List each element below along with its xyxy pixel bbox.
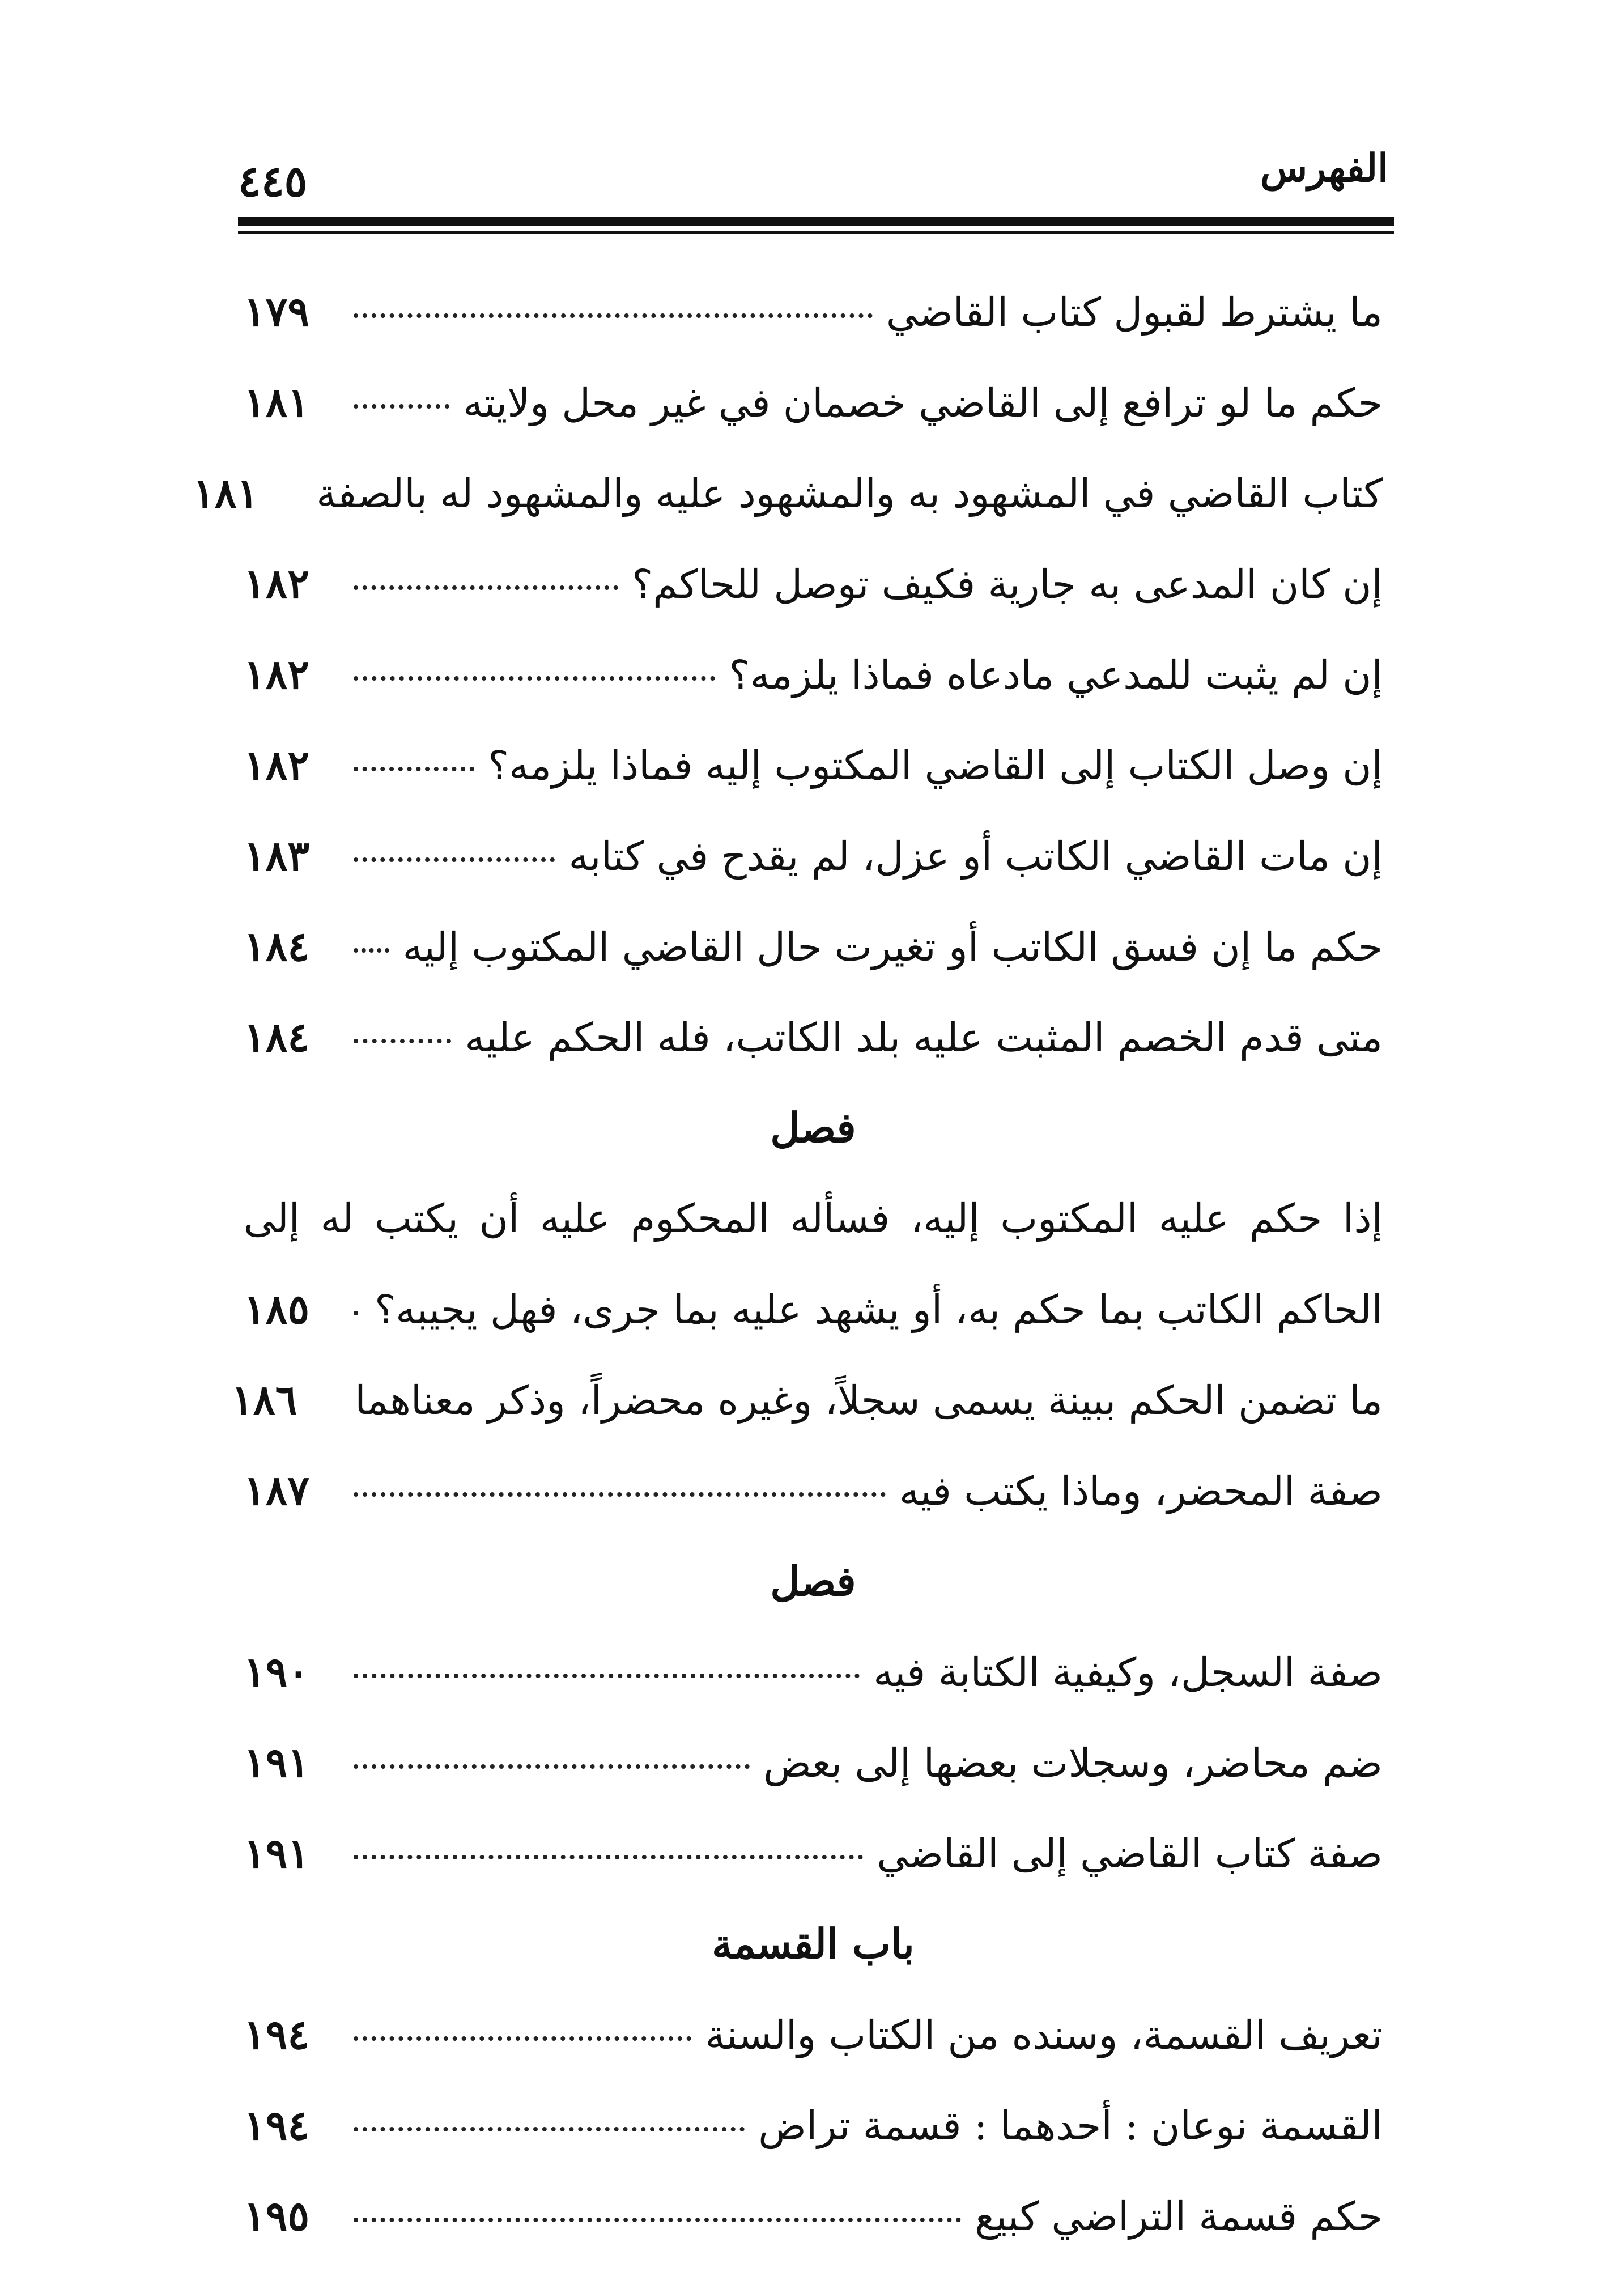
toc-entry-text: ضم محاضر، وسجلات بعضها إلى بعض: [763, 1740, 1383, 1786]
leader-dots: [354, 585, 618, 590]
toc-entry-text: إن مات القاضي الكاتب أو عزل، لم يقدح في كتابه: [568, 833, 1383, 880]
page-header: [238, 133, 1388, 215]
toc-entry-text: كتاب القاضي في المشهود به والمشهود عليه والمشهود له بالصفة: [316, 470, 1383, 517]
toc-entry: [244, 1264, 1383, 1354]
toc-entry-page: ١٧٩: [244, 287, 310, 336]
toc-entry-text: حكم ما لو ترافع إلى القاضي خصمان في غير محل ولايته: [463, 380, 1383, 426]
header-rule-thick: [238, 217, 1394, 226]
toc-entry-page: ١٨٦: [231, 1375, 297, 1424]
toc-entry-page: ١٨٢: [244, 741, 310, 789]
toc-entry-text: الحاكم الكاتب بما حكم به، أو يشهد عليه بما جرى، فهل يجيبه؟: [374, 1286, 1383, 1333]
toc-entry-page: ١٨٢: [244, 650, 310, 698]
toc-entry: [231, 1354, 1383, 1445]
toc-entry: [244, 538, 1383, 629]
section-heading: فصل: [770, 1103, 856, 1152]
toc-entry: [244, 1808, 1383, 1899]
toc-entry-text: صفة السجل، وكيفية الكتابة فيه: [873, 1649, 1383, 1696]
table-of-contents: [193, 266, 1383, 2261]
leader-dots: [354, 948, 389, 953]
toc-entry: [244, 1445, 1383, 1536]
toc-entry-page: ١٩٤: [244, 2101, 310, 2149]
running-header-title: الفهرس: [1260, 146, 1388, 191]
toc-entry-page: ١٨١: [193, 469, 259, 517]
toc-entry-page: ١٨٢: [244, 559, 310, 608]
toc-entry-page: ١٨٤: [244, 1013, 310, 1061]
leader-dots: [354, 2218, 961, 2222]
toc-entry-text: إن لم يثبت للمدعي مادعاه فماذا يلزمه؟: [729, 652, 1383, 698]
toc-entry-wrapped-line: إذا حكم عليه المكتوب إليه، فسأله المحكوم عليه أن يكتب له إلى: [244, 1195, 1383, 1242]
toc-entry: [244, 810, 1383, 901]
toc-entry: [244, 1627, 1383, 1717]
toc-entry-text: صفة المحضر، وماذا يكتب فيه: [899, 1468, 1383, 1514]
leader-dots: [354, 404, 449, 409]
leader-dots: [354, 1764, 750, 1769]
chapter-heading: باب القسمة: [712, 1920, 915, 1968]
toc-entry-page: ١٨٤: [244, 922, 310, 970]
toc-entry-text: ما تضمن الحكم ببينة يسمى سجلاً، وغيره محضراً، وذكر معناهما: [355, 1377, 1383, 1424]
toc-entry-page: ١٩٤: [244, 2010, 310, 2058]
leader-dots: [354, 1311, 361, 1315]
toc-entry-text: القسمة نوعان : أحدهما : قسمة تراض: [758, 2103, 1383, 2149]
toc-entry-page: ١٩١: [244, 1738, 310, 1786]
toc-entry-text: متى قدم الخصم المثبت عليه بلد الكاتب، فله الحكم عليه: [465, 1014, 1383, 1061]
page-number: ٤٤٥: [238, 156, 308, 206]
toc-entry-page: ١٩٠: [244, 1647, 310, 1696]
toc-entry-text: حكم ما إن فسق الكاتب أو تغيرت حال القاضي المكتوب إليه: [402, 924, 1383, 970]
toc-entry: [244, 1717, 1383, 1808]
leader-dots: [354, 1039, 451, 1043]
toc-entry: [244, 1989, 1383, 2080]
toc-entry-page: ١٩١: [244, 1829, 310, 1877]
section-heading: فصل: [770, 1557, 856, 1605]
toc-entry: [244, 2171, 1383, 2261]
toc-entry-page: ١٨٥: [244, 1285, 310, 1333]
toc-entry-page: ١٩٥: [244, 2192, 310, 2240]
toc-entry-text: ما يشترط لقبول كتاب القاضي: [886, 289, 1383, 336]
leader-dots: [354, 857, 555, 862]
toc-entry-page: ١٨٧: [244, 1466, 310, 1514]
toc-entry: [244, 357, 1383, 448]
leader-dots: [354, 2127, 745, 2131]
header-rule-thin: [238, 231, 1394, 234]
toc-entry-page: ١٨٣: [244, 831, 310, 880]
toc-entry-text: إن كان المدعى به جارية فكيف توصل للحاكم؟: [631, 561, 1383, 608]
toc-entry-page: ١٨١: [244, 378, 310, 426]
leader-dots: [354, 767, 474, 771]
toc-entry: [244, 720, 1383, 810]
leader-dots: [354, 313, 873, 318]
toc-entry-text: صفة كتاب القاضي إلى القاضي: [877, 1831, 1383, 1877]
leader-dots: [354, 1492, 886, 1497]
leader-dots: [354, 1674, 860, 1678]
leader-dots: [354, 2036, 691, 2041]
toc-entry: [244, 2080, 1383, 2171]
leader-dots: [354, 676, 715, 681]
toc-entry: [244, 992, 1383, 1082]
toc-entry: [244, 901, 1383, 992]
toc-entry-text: حكم قسمة التراضي كبيع: [975, 2193, 1383, 2240]
toc-entry: [244, 266, 1383, 357]
toc-entry-text: إن وصل الكتاب إلى القاضي المكتوب إليه فماذا يلزمه؟: [487, 742, 1383, 789]
leader-dots: [354, 1855, 863, 1859]
toc-entry: [193, 448, 1383, 538]
toc-entry-text: تعريف القسمة، وسنده من الكتاب والسنة: [705, 2012, 1383, 2058]
toc-entry: [244, 629, 1383, 720]
